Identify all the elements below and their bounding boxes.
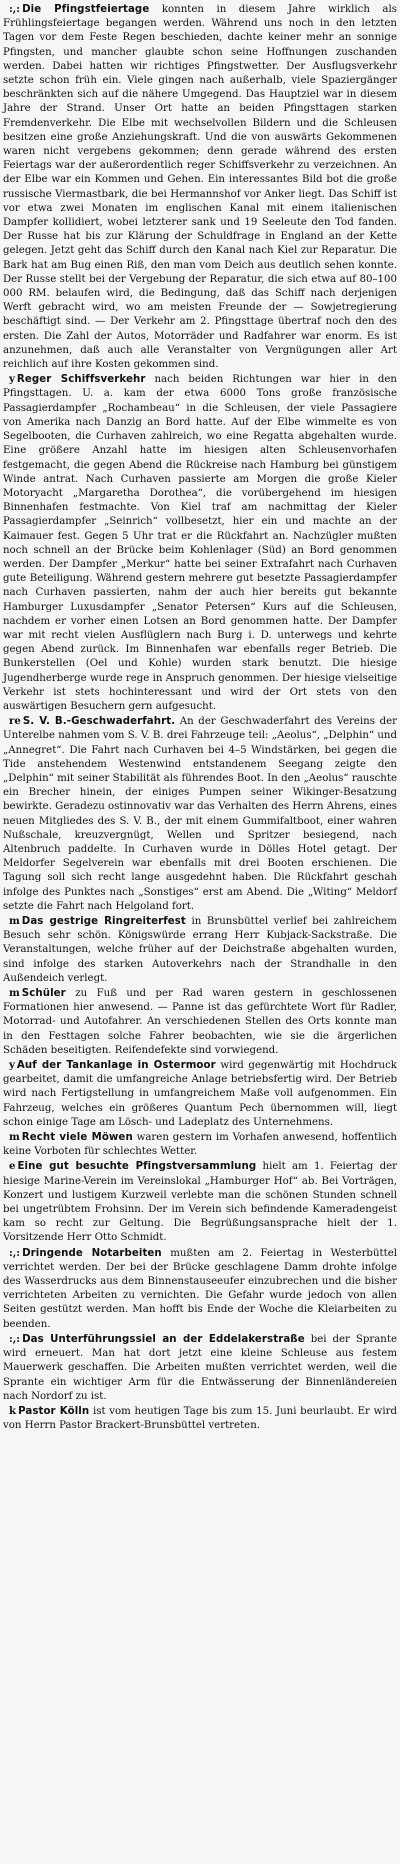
article-geschwaderfahrt xyxy=(3,714,397,914)
article-mark: m xyxy=(9,915,20,927)
article-lead: S. V. B.-Geschwaderfahrt. xyxy=(22,716,176,728)
article-moewen xyxy=(3,1130,397,1159)
article-body: wird gegenwärtig mit Hochdruck gearbeitet, damit die umfangreiche Anlage betriebsfertig wird. Der Betrieb wird nach Fertigstellung in umfangreichem Maße voll aufgenommen. Ein Fahrzeug, welches ein größeres Quantum Pech übernommen will, liegt schon einige Tage am Lösch- und Ladeplatz des Unternehmens. xyxy=(3,1060,397,1128)
article-schiffsverkehr xyxy=(3,372,397,714)
article-notarbeiten xyxy=(3,1246,397,1332)
article-lead: Reger Schiffsverkehr xyxy=(16,374,146,386)
article-lead: Die Pfingstfeiertage xyxy=(22,4,150,15)
article-body: nach beiden Richtungen war hier in den Pfingsttagen. U. a. kam der etwa 6000 Tons große französische Passagierdampfer „Rochambeau“ in die Schleusen, der viele Passagiere von Amerika nach Danzig an Bord hatte. Auf der Elbe wimmelte es von Segelbooten, die Curhaven zahlreich, wo eine Regatta abgehalten wurde. Eine größere Anzahl hatte im hiesigen alten Schleusenvorhafen festgemacht, die gegen Abend die Rückreise nach Hamburg bei günstigem Winde antrat. Nach Curhaven passierte am Morgen die große Kieler Motoryacht „Margaretha Dorothea“, die vorübergehend im hiesigen Binnenhafen festmachte. Von Kiel traf am nachmittag der Kieler Passagierdampfer „Seinrich“ vollbesetzt, hier ein und machte an der Kaimauer fest. Gegen 5 Uhr trat er die Rückfahrt an. Nachzügler mußten noch schnell an der Brücke beim Kohlenlager (Süd) an Bord genommen werden. Der Dampfer „Merkur“ hatte bei seiner Extrafahrt nach Curhaven gute Beteiligung. Während gestern mehrere gut besetzte Passagierdampfer nach Curhaven passierten, nahm der auch hier bereits gut bekannte Hamburger Luxusdampfer „Senator Petersen“ Kurs auf die Schleusen, nachdem er vorher einen Lotsen an Bord genommen hatte. Der Dampfer war mit recht vielen Ausflüglern nach Burg i. D. unterwegs und kehrte gegen Abend zurück. Im Binnenhafen war ebenfalls reger Betrieb. Die Bunkerstellen (Oel und Kohle) wurden stark benutzt. Die hiesige Jugendherberge wurde rege in Anspruch genommen. Der hiesige vielseitige Verkehr ist stets hochinteressant und wird der Ort stets von den auswärtigen Besuchern gern aufgesucht. xyxy=(3,374,398,712)
article-body: hielt am 1. Feiertag der hiesige Marine-Verein im Vereinslokal „Hamburger Hof“ ab. Bei Vorträgen, Konzert und lustigem Kurzweil verlebte man die schönen Stunden schnell bei ungetrübtem Frohsinn. Der im Verein sich befindende Kameradengeist kam so recht zur Geltung. Die Begrüßungsansprache hielt der 1. Vorsitzende Herr Otto Schmidt. xyxy=(3,1161,397,1244)
article-body: ist vom heutigen Tage bis zum 15. Juni beurlaubt. Er wird von Herrn Pastor Brackert-Brunsbüttel vertreten. xyxy=(3,1405,397,1432)
article-lead: Pastor Kölln xyxy=(18,1405,90,1417)
article-mark: y xyxy=(9,373,15,386)
article-body: waren gestern im Vorhafen anwesend, hoffentlich keine Vorboten für schlechtes Wetter. xyxy=(3,1132,397,1158)
article-body: An der Geschwaderfahrt des Vereins der Unterelbe nahmen vom S. V. B. drei Fahrzeuge teil: „Aeolus“, „Delphin“ und „Annegret“. Die Fahrt nach Curhaven bei 4–5 Windstärken, bei gegen die Tide anstehendem Westenwind entstandenem Seegang zeigte den „Delphin“ mit seiner Stabilität als führendes Boot. In den „Aeolus“ rauschte ein Brecher hinein, der einiges Pumpen seiner Wikinger-Besatzung bewirkte. Geradezu ostinnovativ war das Verhalten des Herrn Ahrens, eines neuen Mitgliedes des S. V. B., der mit einem Gummifaltboot, einer wahren Nußschale, kreuzvergnügt, Wellen und Spritzer besiegend, nach Altenbruch paddelte. In Curhaven wurde in Dölles Hotel getagt. Der Meldorfer Segelverein war ebenfalls mit drei Booten erschienen. Die Tagung soll sich recht lange ausgedehnt haben. Die Rückfahrt geschah infolge des Punktes nach „Sonstiges“ erst am Abend. Die „Witing“ Meldorf setzte die Fahrt nach Helgoland fort. xyxy=(3,716,397,912)
article-mark: :,: xyxy=(9,1332,21,1345)
article-lead: Recht viele Möwen xyxy=(21,1132,133,1144)
article-pfingstversammlung xyxy=(3,1159,397,1245)
article-mark: :,: xyxy=(9,1246,21,1259)
article-lead: Dringende Notarbeiten xyxy=(22,1247,162,1259)
article-ringreiterfest xyxy=(3,914,397,986)
article-body: mußten am 2. Feiertag in Westerbüttel verrichtet werden. Der bei der Brücke geschlagene Damm drohte infolge des Wasserdrucks aus dem Binnenstauseeufer einzubrechen und die bisher verrichteten Arbeiten zu vernichten. Die Gefahr wurde jedoch von allen Seiten gestützt werden. Man hofft bis Ende der Woche die Kleiarbeiten zu beenden. xyxy=(3,1247,397,1330)
article-pastor xyxy=(3,1404,397,1433)
article-pfingstfeiertage xyxy=(3,2,397,372)
article-mark: y xyxy=(9,1059,15,1072)
article-mark: e xyxy=(9,1160,16,1173)
article-mark: m xyxy=(9,1131,20,1144)
article-unterfuehrungssiel xyxy=(3,1332,397,1404)
article-lead: Das gestrige Ringreiterfest xyxy=(21,916,186,927)
article-body: konnten in diesem Jahre wirklich als Frühlingsfeiertage begangen werden. Während uns noch in den letzten Tagen vor dem Feste Regen beschieden, dachte keiner mehr an sonnige Pfingsten, und mancher glaubte schon seine Hoffnungen zuschanden werden. Dabei hatten wir richtiges Pfingstwetter. Der Ausflugsverkehr setzte schon früh ein. Viele gingen nach außerhalb, viele Spaziergänger beschränkten sich auf die nähere Umgegend. Das Hauptziel war in diesem Jahre der Strand. Unser Ort hatte an beiden Pfingsttagen starken Fremdenverkehr. Die Elbe mit wechselvollen Bildern und die Schleusen besitzen eine große Anziehungskraft. Und die von auswärts Gekommenen waren nicht vergebens gekommen; denn gerade während des ersten Feiertags war der außerordentlich reger Schiffsverkehr zu verzeichnen. An der Elbe war ein Kommen und Gehen. Ein interessantes Bild bot die große russische Viermastbark, die bei Hermannshof vor Anker liegt. Das Schiff ist vor etwa zwei Monaten im englischen Kanal mit einem italienischen Dampfer kollidiert, wobei letzterer sank und 19 Seeleute den Tod fanden. Der Russe hat bis zur Klärung der Schuldfrage in England an der Kette gelegen. Jetzt geht das Schiff durch den Kanal nach Kiel zur Reparatur. Die Bark hat am Bug einen Riß, den man vom Deich aus deutlich sehen konnte. Der Russe stellt bei der Vergebung der Reparatur, die sich etwa auf 80–100 000 RM. belaufen wird, die Bedingung, daß das Schiff nach derjenigen Werft gebracht wird, wo am meisten Freunde der — Sowjetregierung beschäftigt sind. — Der Verkehr am 2. Pfingsttage übertraf noch den des ersten. Die Zahl der Autos, Motorräder und Radfahrer war enorm. Es ist anzunehmen, daß auch alle Veranstalter von Vergnügungen aller Art reichlich auf ihre Kosten gekommen sind. xyxy=(3,4,397,371)
article-schueler xyxy=(3,986,397,1058)
article-body: zu Fuß und per Rad waren gestern in geschlossenen Formationen hier anwesend. — Panne ist das gefürchtete Wort für Radler, Motorrad- und Autofahrer. An verschiedenen Stellen des Orts konnte man in den Festtagen solche Fahrer beobachten, wie sie die ärgerlichen Schäden beseitigten. Reifendefekte sind vorwiegend. xyxy=(3,988,397,1056)
article-lead: Auf der Tankanlage in Ostermoor xyxy=(16,1060,216,1072)
article-tankanlage xyxy=(3,1058,397,1130)
article-mark: re xyxy=(9,715,21,728)
article-mark: :,: xyxy=(9,3,21,15)
article-lead: Das Unterführungssiel an der Eddelakerstraße xyxy=(22,1333,305,1345)
article-mark: m xyxy=(9,987,20,1000)
article-mark: k xyxy=(9,1404,17,1417)
article-lead: Schüler xyxy=(21,988,66,1000)
article-body: in Brunsbüttel verlief bei zahlreichem Besuch sehr schön. Königswürde errang Herr Kubjack-Sackstraße. Die Veranstaltungen, welche früher auf der Deichstraße abgehalten wurden, sind infolge des starken Autoverkehrs nach der Strandhalle in den Außendeich verlegt. xyxy=(3,916,397,984)
article-lead: Eine gut besuchte Pfingstversammlung xyxy=(17,1161,257,1173)
article-body: bei der Sprante wird erneuert. Man hat dort jetzt eine kleine Schleuse aus festem Mauerwerk geschaffen. Die Arbeiten mußten verrichtet werden, weil die Sprante ein wichtiger Arm für die Entwässerung der Binnenländereien nach Nordorf zu ist. xyxy=(3,1333,397,1402)
